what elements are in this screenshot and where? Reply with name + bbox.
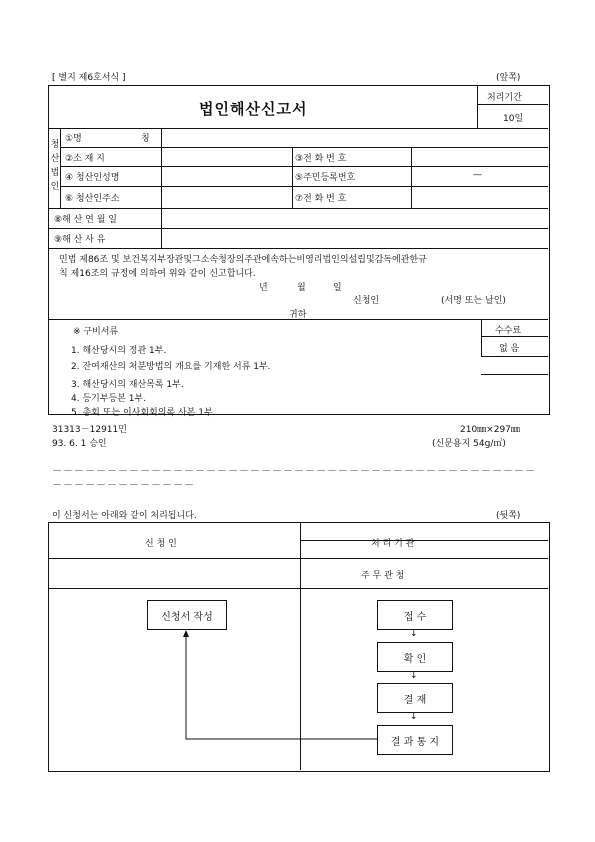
liquidator-name-field[interactable] <box>163 168 291 184</box>
cut-line: －－－－－－－－－－－－－－－－－－－－－－－－－－－－－－－－－－－－－－－－－－－－ <box>52 466 536 477</box>
resident-number-field[interactable]: — <box>473 170 482 180</box>
liquidation-corp-label: 청산법인 <box>50 140 60 192</box>
form-title: 법인해산신고서 <box>199 100 308 118</box>
liquidator-address-label: ⑥ 청산인주소 <box>65 194 120 204</box>
approval-date: 93. 6. 1 승인 <box>52 439 107 449</box>
sub-column-ministry: 주 무 관 청 <box>361 571 405 581</box>
processing-period-value: 10일 <box>503 114 524 124</box>
paper-size: 210㎜×297㎜ <box>460 425 520 435</box>
required-doc-item: 3. 해산당시의 재산목록 1부. <box>71 380 184 390</box>
applicant-label: 신청인 <box>353 296 380 306</box>
date-year: 년 <box>259 283 268 293</box>
form-reference: [ 별지 제6호서식 ] <box>52 73 126 83</box>
feedback-arrow-icon <box>49 523 548 770</box>
dissolution-date-label: ⑧해 산 연 월 일 <box>54 215 117 225</box>
liquidator-address-field[interactable] <box>163 188 291 206</box>
signature-label: (서명 또는 날인) <box>441 296 506 306</box>
step-receive: 접 수 <box>377 600 453 630</box>
name-label: ①명 <box>65 134 82 144</box>
name-label-suffix: 칭 <box>141 134 150 144</box>
step-notify-result: 결 과 통 지 <box>377 725 453 755</box>
fee-value: 없 음 <box>499 344 520 354</box>
process-intro: 이 신청서는 아래와 같이 처리됩니다. <box>52 511 197 521</box>
required-doc-item: 5. 총회 또는 이사회회의록 사본 1부. <box>71 408 216 418</box>
statement-line-1: 민법 제86조 및 보건복지부장관및그소속청장의주관에속하는비영리법인의설립및감독에관한규 <box>59 255 427 265</box>
resident-number-label: ⑤주민등록번호 <box>295 173 356 183</box>
liquidator-name-label: ④ 청산인성명 <box>65 173 120 183</box>
arrow-down-icon: ↓ <box>410 671 418 681</box>
cut-line-cont: －－－－－－－－－－－－－ <box>52 480 195 491</box>
report-form <box>48 85 550 418</box>
dissolution-reason-label: ⑨해 산 사 유 <box>54 235 106 245</box>
phone-field[interactable] <box>413 149 547 165</box>
process-flow-table <box>48 522 550 772</box>
arrow-down-icon: ↓ <box>410 629 418 639</box>
date-month: 월 <box>297 283 306 293</box>
required-doc-item: 2. 잔여재산의 처분방법의 개요를 기재한 서류 1부. <box>71 362 271 372</box>
arrow-down-icon: ↓ <box>410 712 418 722</box>
phone-label: ③전 화 번 호 <box>295 154 347 164</box>
dissolution-reason-field[interactable] <box>163 230 547 247</box>
front-side-label: (앞쪽) <box>496 73 521 83</box>
addressee-label: 귀하 <box>289 310 307 320</box>
required-docs-title: ※ 구비서류 <box>73 327 119 337</box>
date-day: 일 <box>333 283 342 293</box>
required-doc-item: 1. 해산당시의 정관 1부. <box>71 346 167 356</box>
location-field[interactable] <box>163 149 291 165</box>
back-side-label: (뒷쪽) <box>496 511 521 521</box>
dissolution-date-field[interactable] <box>163 210 547 227</box>
column-agency: 처 리 기 관 <box>371 539 415 549</box>
column-applicant: 신 청 인 <box>145 539 177 549</box>
location-label: ②소 재 지 <box>65 154 105 164</box>
required-doc-item: 4. 등기부등본 1부. <box>71 394 147 404</box>
liquidator-phone-label: ⑦전 화 번 호 <box>295 194 347 204</box>
paper-type: (신문용지 54g/㎡) <box>432 439 506 449</box>
processing-period-label: 처리기간 <box>487 93 522 103</box>
statement-line-2: 칙 제16조의 규정에 의하여 위와 같이 신고합니다. <box>59 269 256 279</box>
step-approve: 결 재 <box>377 683 453 713</box>
step-check: 확 인 <box>377 642 453 672</box>
form-code: 31313－12911민 <box>52 425 127 435</box>
liquidator-phone-field[interactable] <box>413 188 547 206</box>
fee-label: 수수료 <box>495 326 522 336</box>
step-write-application: 신청서 작성 <box>147 600 227 630</box>
name-field[interactable] <box>163 130 547 146</box>
